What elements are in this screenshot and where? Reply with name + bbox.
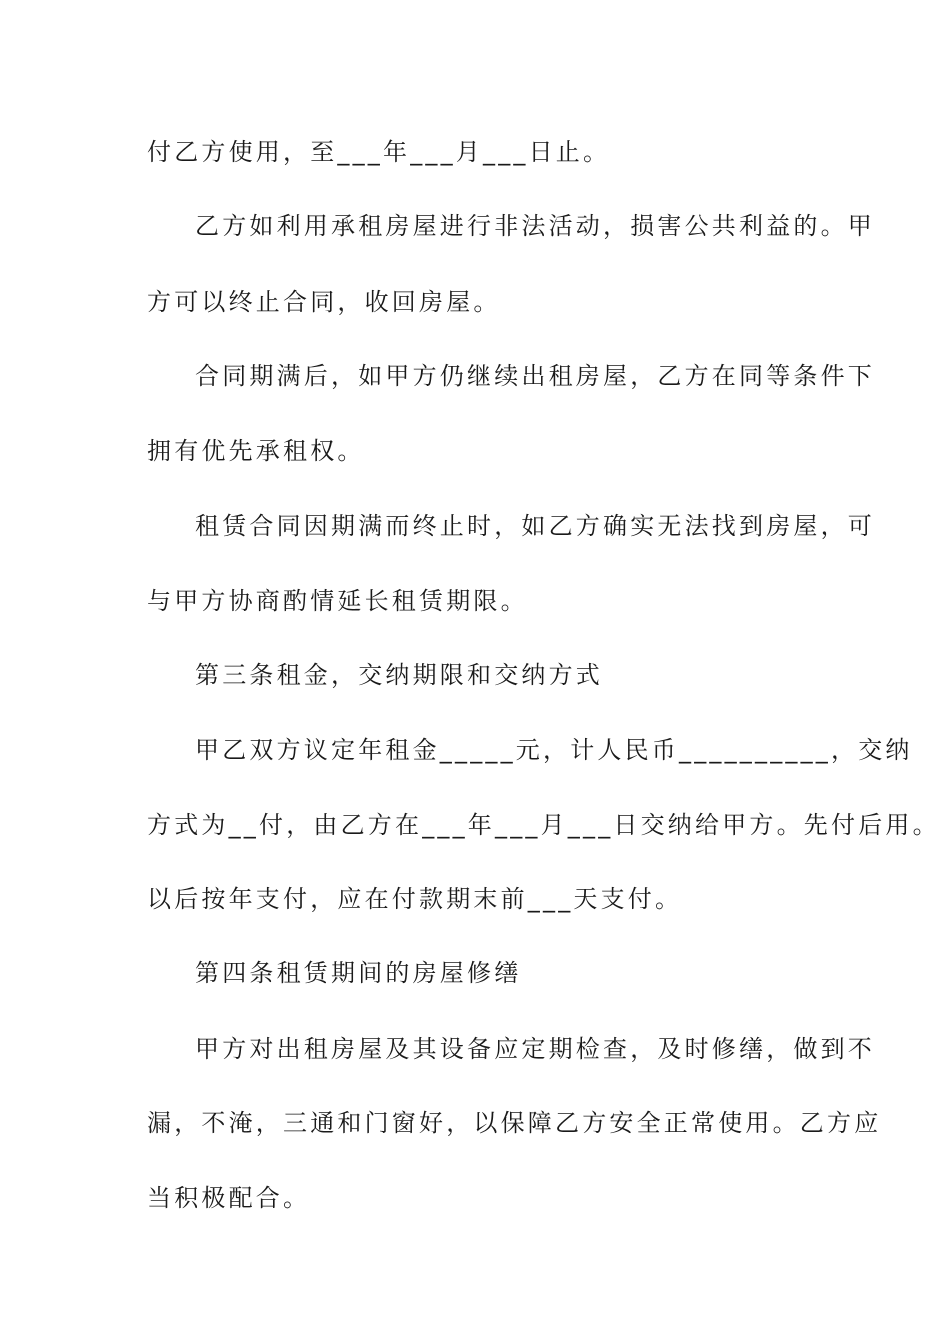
- text-line: 以后按年支付，应在付款期末前___天支付。: [147, 885, 683, 913]
- text-line: 当积极配合。: [147, 1184, 311, 1212]
- text-line: 方可以终止合同，收回房屋。: [147, 288, 501, 316]
- text-line: 合同期满后，如甲方仍继续出租房屋，乙方在同等条件下: [195, 362, 875, 390]
- section-heading: 第三条租金，交纳期限和交纳方式: [195, 661, 603, 689]
- text-line: 甲乙双方议定年租金_____元，计人民币__________，交纳: [195, 736, 913, 764]
- text-line: 租赁合同因期满而终止时，如乙方确实无法找到房屋，可: [195, 512, 875, 540]
- text-line: 甲方对出租房屋及其设备应定期检查，及时修缮，做到不: [195, 1035, 875, 1063]
- text-line: 与甲方协商酌情延长租赁期限。: [147, 587, 528, 615]
- text-line: 付乙方使用，至___年___月___日止。: [147, 138, 611, 166]
- text-line: 拥有优先承租权。: [147, 437, 365, 465]
- text-line: 乙方如利用承租房屋进行非法活动，损害公共利益的。甲: [195, 212, 875, 240]
- text-line: 方式为__付，由乙方在___年___月___日交纳给甲方。先付后用。: [147, 811, 940, 839]
- section-heading: 第四条租赁期间的房屋修缮: [195, 959, 522, 987]
- text-line: 漏，不淹，三通和门窗好，以保障乙方安全正常使用。乙方应: [147, 1109, 882, 1137]
